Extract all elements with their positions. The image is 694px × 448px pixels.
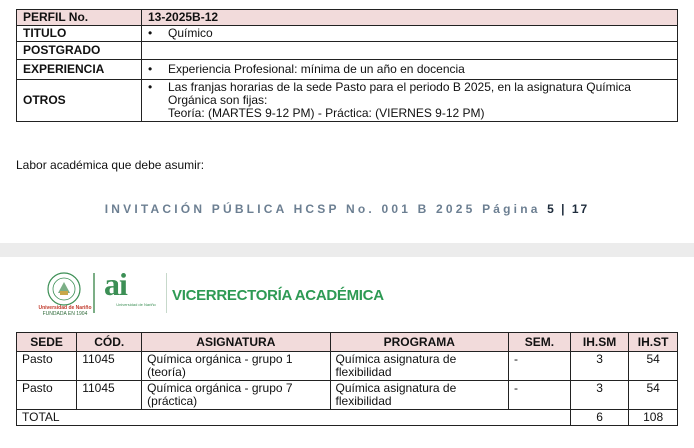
col-sede: SEDE xyxy=(17,333,77,352)
labor-heading: Labor académica que debe asumir: xyxy=(16,158,205,172)
bullet: • xyxy=(148,26,153,40)
profile-row-postgrado xyxy=(17,42,678,60)
bullet: • xyxy=(148,62,153,76)
col-sem: SEM. xyxy=(508,333,570,352)
cell-ihsm: 3 xyxy=(570,352,628,381)
cell-cod: 11045 xyxy=(77,352,142,381)
profile-row-perfil xyxy=(17,10,678,26)
total-ihsm: 6 xyxy=(570,410,628,426)
profile-key: POSTGRADO xyxy=(17,42,142,60)
profile-key: PERFIL No. xyxy=(17,10,142,26)
cell-asignatura: Química orgánica - grupo 7 (práctica) xyxy=(142,381,330,410)
cell-programa: Química asignatura de flexibilidad xyxy=(330,381,508,410)
cell-ihst: 54 xyxy=(629,381,678,410)
experiencia-text: Experiencia Profesional: mínima de un año en docencia xyxy=(168,62,465,76)
page-footer xyxy=(0,202,694,216)
header-logos xyxy=(32,266,402,319)
col-ihsm: IH.SM xyxy=(570,333,628,352)
profile-value xyxy=(142,60,678,80)
total-label: TOTAL xyxy=(17,410,571,426)
col-asignatura: ASIGNATURA xyxy=(142,333,330,352)
ai-logo-caption: Universidad de Nariño xyxy=(116,302,156,307)
cell-sem: - xyxy=(508,352,570,381)
cell-cod: 11045 xyxy=(77,381,142,410)
profile-table xyxy=(16,9,678,122)
courses-header-row xyxy=(17,333,678,352)
cell-programa: Química asignatura de flexibilidad xyxy=(330,352,508,381)
vicerrectoria-title: VICERRECTORÍA ACADÉMICA xyxy=(172,287,384,304)
otros-schedule: Teoría: (MARTES 9-12 PM) - Práctica: (VIERNES 9-12 PM) xyxy=(168,106,485,120)
page-number: 5 | 17 xyxy=(547,202,590,216)
cell-sede: Pasto xyxy=(17,352,77,381)
profile-value xyxy=(142,42,678,60)
invitation-label: INVITACIÓN PÚBLICA HCSP No. 001 B 2025 Página xyxy=(104,202,541,216)
total-ihst: 108 xyxy=(629,410,678,426)
seal-since: FUNDADA EN 1904 xyxy=(42,311,88,317)
logo-divider-2 xyxy=(166,273,167,313)
profile-value xyxy=(142,80,678,122)
logo-divider xyxy=(93,273,95,313)
table-row xyxy=(17,381,678,410)
titulo-text: Químico xyxy=(168,26,213,40)
page-break xyxy=(0,243,694,257)
bullet: • xyxy=(148,80,153,94)
document-page-bottom xyxy=(0,257,694,448)
profile-key: OTROS xyxy=(17,80,142,122)
ai-logo: ai xyxy=(104,266,127,302)
profile-row-experiencia xyxy=(17,60,678,80)
col-ihst: IH.ST xyxy=(629,333,678,352)
seal-caption xyxy=(32,305,98,317)
col-cod: CÓD. xyxy=(77,333,142,352)
seal-name: Universidad de Nariño xyxy=(38,305,92,311)
table-row xyxy=(17,352,678,381)
profile-value: 13-2025B-12 xyxy=(142,10,678,26)
courses-table xyxy=(16,332,678,426)
profile-row-otros xyxy=(17,80,678,122)
profile-row-titulo xyxy=(17,26,678,42)
cell-ihsm: 3 xyxy=(570,381,628,410)
profile-value xyxy=(142,26,678,42)
cell-ihst: 54 xyxy=(629,352,678,381)
otros-text: Las franjas horarias de la sede Pasto para el periodo B 2025, en la asignatura Química Orgánica son fijas: xyxy=(168,80,631,107)
profile-key: TITULO xyxy=(17,26,142,42)
cell-sede: Pasto xyxy=(17,381,77,410)
col-programa: PROGRAMA xyxy=(330,333,508,352)
total-row xyxy=(17,410,678,426)
cell-asignatura: Química orgánica - grupo 1 (teoría) xyxy=(142,352,330,381)
cell-sem: - xyxy=(508,381,570,410)
profile-key: EXPERIENCIA xyxy=(17,60,142,80)
